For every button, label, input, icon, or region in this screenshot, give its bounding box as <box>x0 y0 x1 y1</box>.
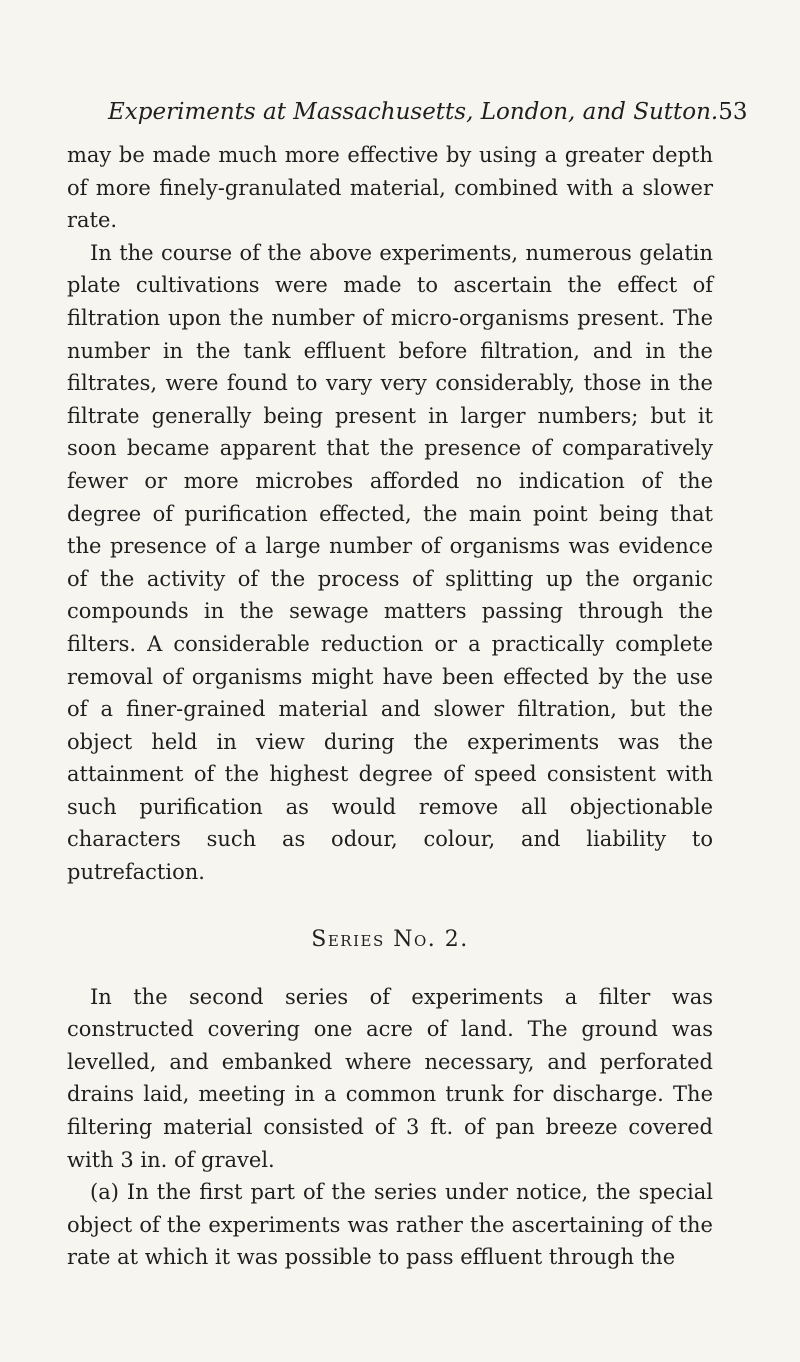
paragraph-first-part: (a) In the first part of the series under notice, the special object of the experiments was rather the ascertaining of the rate at which it was possible to pass effluent through the <box>67 1180 713 1270</box>
paragraph-second-series: In the second series of experiments a filter was constructed covering one acre of land. The ground was levelled, and embanked where necessary, and perforated drains laid, meeting in a common trunk for discharge. The filtering material consisted of 3 ft. of pan breeze covered with 3 in. of gravel. <box>67 984 713 1172</box>
section-heading-text: Series No. 2. <box>311 926 469 952</box>
body-text <box>67 139 713 1274</box>
paragraph-gelatin-cultivations: In the course of the above experiments, numerous gelatin plate cultivations were made to ascertain the effect of filtration upon the number of micro-organisms present. The number in the tank effluent before filtration, and in the filtrates, were found to vary very considerably, those in the filtrate generally being present in larger numbers; but it soon became apparent that the presence of comparatively fewer or more microbes afforded no indication of the degree of purification effected, the main point being that the presence of a large number of organisms was evidence of the activity of the process of splitting up the organic compounds in the sewage matters passing through the filters. A considerable reduction or a practically complete removal of organisms might have been effected by the use of a finer-grained material and slower filtration, but the object held in view during the experiments was the attainment of the highest degree of speed consistent with such purification as would remove all objectionable characters such as odour, colour, and liability to putrefaction. <box>67 240 713 885</box>
running-head <box>108 97 748 127</box>
section-heading <box>67 924 713 956</box>
paragraph-continuation: may be made much more effective by using a greater depth of more finely-granulated material, combined with a slower rate. <box>67 143 713 233</box>
page-number: 53 <box>718 99 748 125</box>
running-title: Experiments at Massachusetts, London, and Sutton. <box>108 99 719 125</box>
